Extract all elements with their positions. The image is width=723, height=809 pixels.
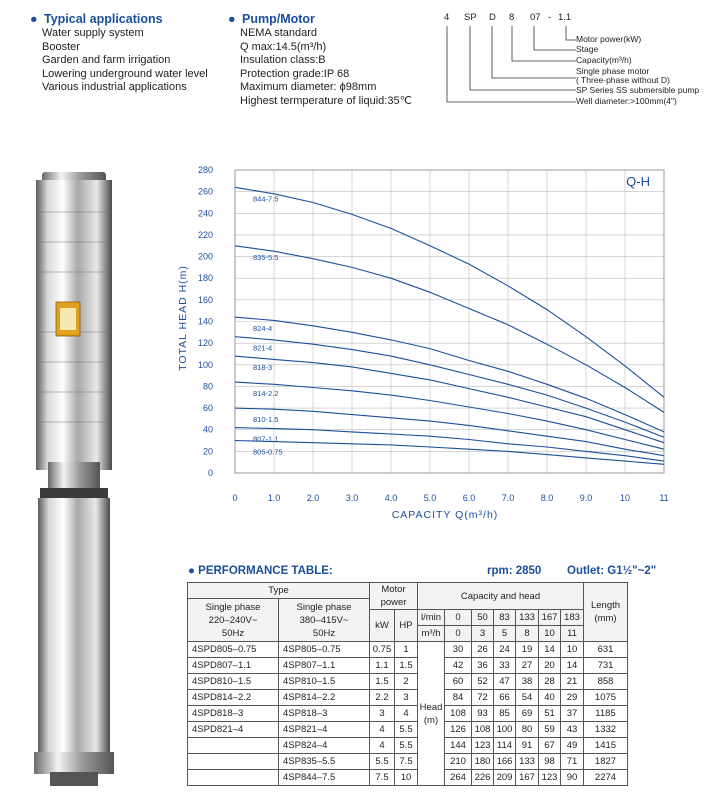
cell-head-value: 20 bbox=[539, 658, 561, 674]
y-axis-label: TOTAL HEAD H(m) bbox=[177, 265, 189, 371]
model-code-leader-lines bbox=[430, 6, 580, 116]
header-motor-power bbox=[370, 583, 418, 610]
curve-label: 844-7.5 bbox=[253, 194, 279, 204]
header-m3h-value: 0 bbox=[445, 626, 472, 642]
cell-head-value: 33 bbox=[494, 658, 516, 674]
curve-835-5.5 bbox=[235, 246, 664, 413]
code-segment-series: SP bbox=[464, 12, 477, 23]
cell-hp: 1.5 bbox=[395, 658, 418, 674]
table-row bbox=[188, 754, 628, 770]
x-tick-labels bbox=[232, 493, 668, 503]
curve-label: 810-1.5 bbox=[253, 415, 279, 425]
cell-three-model: 4SP835–5.5 bbox=[279, 754, 370, 770]
cell-single-model: 4SPD807–1.1 bbox=[188, 658, 279, 674]
x-tick-label: 1.0 bbox=[267, 493, 281, 503]
list-item: Garden and farm irrigation bbox=[42, 54, 171, 67]
table-row bbox=[188, 674, 628, 690]
table-row bbox=[188, 642, 628, 658]
header-three-line2: 380–415V~ bbox=[299, 614, 349, 626]
curve-label: 814-2.2 bbox=[253, 389, 279, 399]
cell-length: 2274 bbox=[584, 770, 628, 786]
header-m3h-value: 3 bbox=[472, 626, 494, 642]
list-item: Booster bbox=[42, 40, 80, 53]
cell-head-value: 100 bbox=[494, 722, 516, 738]
cell-length: 1332 bbox=[584, 722, 628, 738]
cell-head-value: 28 bbox=[539, 674, 561, 690]
y-tick-label: 200 bbox=[197, 251, 213, 262]
cell-length: 1075 bbox=[584, 690, 628, 706]
y-tick-label: 260 bbox=[197, 186, 213, 197]
cell-head-value: 14 bbox=[539, 642, 561, 658]
cell-hp: 4 bbox=[395, 706, 418, 722]
cell-head-value: 167 bbox=[516, 770, 539, 786]
cell-single-model: 4SPD821–4 bbox=[188, 722, 279, 738]
cell-head-value: 126 bbox=[445, 722, 472, 738]
cell-head-value: 80 bbox=[516, 722, 539, 738]
x-tick-label: 4.0 bbox=[384, 493, 398, 503]
cell-kw: 4 bbox=[370, 722, 395, 738]
table-row bbox=[188, 706, 628, 722]
cell-head-value: 51 bbox=[539, 706, 561, 722]
cell-kw: 3 bbox=[370, 706, 395, 722]
y-tick-label: 80 bbox=[202, 381, 213, 392]
cell-length: 1185 bbox=[584, 706, 628, 722]
cell-head-value: 90 bbox=[561, 770, 584, 786]
pump-motor-list bbox=[228, 27, 412, 109]
caption-sp-series: SP Series SS submersible pump bbox=[576, 85, 700, 95]
qh-chart bbox=[0, 158, 723, 530]
cell-head-value: 114 bbox=[494, 738, 516, 754]
table-row bbox=[188, 738, 628, 754]
header-length bbox=[584, 583, 628, 642]
header-motor-line2: power bbox=[380, 597, 407, 608]
cell-head-value: 52 bbox=[472, 674, 494, 690]
cell-head-value: 210 bbox=[445, 754, 472, 770]
head-label-line2: (m) bbox=[423, 714, 439, 726]
code-segment-phase: D bbox=[489, 12, 496, 23]
cell-three-model: 4SP818–3 bbox=[279, 706, 370, 722]
header-single-line2: 220–240V~ bbox=[208, 614, 258, 626]
cell-head-value: 264 bbox=[445, 770, 472, 786]
cell-three-model: 4SP807–1.1 bbox=[279, 658, 370, 674]
cell-head-value: 226 bbox=[472, 770, 494, 786]
cell-single-model: 4SPD818–3 bbox=[188, 706, 279, 722]
cell-head-value: 14 bbox=[561, 658, 584, 674]
code-segment-capacity: 8 bbox=[509, 12, 515, 23]
curve-label: 805-0.75 bbox=[253, 447, 283, 457]
cell-three-model: 4SP814–2.2 bbox=[279, 690, 370, 706]
cell-head-value: 37 bbox=[561, 706, 584, 722]
cell-head-value: 166 bbox=[494, 754, 516, 770]
cell-hp: 7.5 bbox=[395, 754, 418, 770]
header-m3h: m³/h bbox=[418, 626, 445, 642]
cell-length: 731 bbox=[584, 658, 628, 674]
cell-head-value: 21 bbox=[561, 674, 584, 690]
cell-single-model bbox=[188, 738, 279, 754]
list-item: Insulation class:B bbox=[240, 54, 326, 67]
cell-head-value: 60 bbox=[445, 674, 472, 690]
cell-three-model: 4SP810–1.5 bbox=[279, 674, 370, 690]
cell-hp: 3 bbox=[395, 690, 418, 706]
cell-single-model bbox=[188, 754, 279, 770]
cell-three-model: 4SP844–7.5 bbox=[279, 770, 370, 786]
cell-hp: 1 bbox=[395, 642, 418, 658]
curve-label: 821-4 bbox=[253, 343, 273, 353]
x-tick-label: 5.0 bbox=[423, 493, 437, 503]
table-header-row bbox=[188, 583, 628, 599]
cell-hp: 10 bbox=[395, 770, 418, 786]
y-tick-label: 0 bbox=[207, 468, 213, 478]
cell-three-model: 4SP805–0.75 bbox=[279, 642, 370, 658]
x-tick-label: 7.0 bbox=[501, 493, 515, 503]
code-segment-size: 4 bbox=[444, 12, 450, 23]
cell-single-model: 4SPD810–1.5 bbox=[188, 674, 279, 690]
y-tick-label: 160 bbox=[197, 294, 213, 305]
list-item: Q max:14.5(m³/h) bbox=[240, 40, 327, 53]
cell-head-value: 71 bbox=[561, 754, 584, 770]
list-item: NEMA standard bbox=[240, 27, 318, 39]
cell-head-value: 42 bbox=[445, 658, 472, 674]
cell-head-value: 91 bbox=[516, 738, 539, 754]
performance-table-title: ● PERFORMANCE TABLE: bbox=[188, 565, 333, 577]
x-tick-label: 11 bbox=[659, 493, 669, 503]
cell-three-model: 4SP821–4 bbox=[279, 722, 370, 738]
header-length-line1: Length bbox=[590, 600, 621, 611]
model-code-diagram bbox=[430, 6, 720, 116]
head-label-cell bbox=[418, 642, 445, 786]
cell-head-value: 43 bbox=[561, 722, 584, 738]
cell-head-value: 40 bbox=[539, 690, 561, 706]
cell-head-value: 49 bbox=[561, 738, 584, 754]
cell-head-value: 26 bbox=[472, 642, 494, 658]
table-row bbox=[188, 722, 628, 738]
list-item: Maximum diameter: ϕ98mm bbox=[240, 81, 377, 94]
cell-kw: 7.5 bbox=[370, 770, 395, 786]
cell-head-value: 84 bbox=[445, 690, 472, 706]
cell-hp: 2 bbox=[395, 674, 418, 690]
cell-kw: 4 bbox=[370, 738, 395, 754]
chart-curves bbox=[235, 187, 664, 464]
header-m3h-value: 5 bbox=[494, 626, 516, 642]
cell-head-value: 36 bbox=[472, 658, 494, 674]
table-row bbox=[188, 690, 628, 706]
x-tick-label: 8.0 bbox=[540, 493, 554, 503]
y-tick-label: 140 bbox=[197, 316, 213, 327]
cell-length: 858 bbox=[584, 674, 628, 690]
caption-three-phase: ( Three-phase without D) bbox=[576, 75, 670, 85]
cell-hp: 5.5 bbox=[395, 722, 418, 738]
y-tick-label: 280 bbox=[197, 165, 213, 175]
header-three-line1: Single phase bbox=[296, 601, 352, 613]
cell-head-value: 123 bbox=[539, 770, 561, 786]
header-lmin-value: 50 bbox=[472, 610, 494, 626]
cell-three-model: 4SP824–4 bbox=[279, 738, 370, 754]
header-single-line1: Single phase bbox=[205, 601, 261, 613]
curve-label: 807-1.1 bbox=[253, 434, 279, 444]
cell-head-value: 19 bbox=[516, 642, 539, 658]
curve-821-4 bbox=[235, 337, 664, 438]
list-item: Protection grade:IP 68 bbox=[240, 67, 350, 80]
code-segment-stage: 07 bbox=[530, 12, 541, 23]
header-type: Type bbox=[188, 583, 370, 599]
cell-head-value: 66 bbox=[494, 690, 516, 706]
header-motor-line1: Motor bbox=[381, 584, 406, 595]
outlet-label: Outlet: G1½"~2" bbox=[567, 565, 657, 577]
header-m3h-value: 8 bbox=[516, 626, 539, 642]
cell-kw: 1.1 bbox=[370, 658, 395, 674]
cell-single-model: 4SPD805–0.75 bbox=[188, 642, 279, 658]
rpm-label: rpm: 2850 bbox=[487, 565, 542, 577]
cell-head-value: 27 bbox=[516, 658, 539, 674]
curve-label: 835-5.5 bbox=[253, 252, 279, 262]
cell-length: 631 bbox=[584, 642, 628, 658]
cell-head-value: 108 bbox=[472, 722, 494, 738]
x-tick-label: 2.0 bbox=[306, 493, 320, 503]
header-three-phase bbox=[279, 599, 370, 642]
y-tick-label: 100 bbox=[197, 359, 213, 370]
cell-head-value: 72 bbox=[472, 690, 494, 706]
y-tick-label: 240 bbox=[197, 208, 213, 219]
x-tick-label: 6.0 bbox=[462, 493, 476, 503]
cell-head-value: 98 bbox=[539, 754, 561, 770]
y-tick-label: 60 bbox=[202, 403, 213, 414]
cell-kw: 1.5 bbox=[370, 674, 395, 690]
cell-head-value: 54 bbox=[516, 690, 539, 706]
caption-motor-power: Motor power(kW) bbox=[576, 34, 642, 44]
header-single-phase bbox=[188, 599, 279, 642]
cell-kw: 2.2 bbox=[370, 690, 395, 706]
chart-grid bbox=[235, 170, 664, 473]
cell-head-value: 10 bbox=[561, 642, 584, 658]
x-tick-label: 0 bbox=[232, 493, 238, 503]
header-single-line3: 50Hz bbox=[221, 627, 245, 639]
typical-applications-list bbox=[30, 27, 208, 95]
y-tick-labels bbox=[198, 165, 213, 478]
cell-hp: 5.5 bbox=[395, 738, 418, 754]
cell-length: 1827 bbox=[584, 754, 628, 770]
cell-head-value: 123 bbox=[472, 738, 494, 754]
cell-head-value: 38 bbox=[516, 674, 539, 690]
header-m3h-value: 10 bbox=[539, 626, 561, 642]
cell-single-model: 4SPD814–2.2 bbox=[188, 690, 279, 706]
pump-motor-title: ● Pump/Motor bbox=[228, 12, 315, 26]
table-row bbox=[188, 658, 628, 674]
cell-head-value: 47 bbox=[494, 674, 516, 690]
header-m3h-value: 11 bbox=[561, 626, 584, 642]
header-lmin-value: 133 bbox=[516, 610, 539, 626]
cell-kw: 0.75 bbox=[370, 642, 395, 658]
header-lmin: l/min bbox=[418, 610, 445, 626]
cell-head-value: 69 bbox=[516, 706, 539, 722]
code-segment-dash: - bbox=[548, 12, 552, 23]
list-item: Highest termperature of liquid:35℃ bbox=[240, 94, 412, 107]
y-tick-label: 120 bbox=[197, 338, 213, 349]
header-lmin-value: 0 bbox=[445, 610, 472, 626]
y-tick-label: 220 bbox=[197, 229, 213, 240]
x-tick-label: 10 bbox=[619, 493, 631, 503]
cell-length: 1415 bbox=[584, 738, 628, 754]
caption-well-diameter: Well diameter:>100mm(4") bbox=[576, 96, 677, 106]
caption-capacity: Capacity(m³/h) bbox=[576, 55, 632, 65]
cell-single-model bbox=[188, 770, 279, 786]
curve-824-4 bbox=[235, 317, 664, 432]
y-tick-label: 40 bbox=[202, 424, 213, 435]
cell-head-value: 209 bbox=[494, 770, 516, 786]
cell-kw: 5.5 bbox=[370, 754, 395, 770]
cell-head-value: 85 bbox=[494, 706, 516, 722]
curve-label: 818-3 bbox=[253, 363, 273, 373]
header-lmin-value: 167 bbox=[539, 610, 561, 626]
performance-table bbox=[187, 582, 628, 786]
curve-814-2.2 bbox=[235, 382, 664, 449]
cell-head-value: 30 bbox=[445, 642, 472, 658]
cell-head-value: 29 bbox=[561, 690, 584, 706]
caption-single-phase: Single phase motor bbox=[576, 66, 650, 76]
cell-head-value: 108 bbox=[445, 706, 472, 722]
pump-motor-section bbox=[228, 12, 412, 109]
cell-head-value: 59 bbox=[539, 722, 561, 738]
list-item: Various industrial applications bbox=[42, 81, 187, 94]
header-lmin-value: 83 bbox=[494, 610, 516, 626]
y-tick-label: 180 bbox=[197, 273, 213, 284]
code-segment-power: 1.1 bbox=[558, 12, 572, 23]
x-tick-label: 3.0 bbox=[345, 493, 359, 503]
caption-stage: Stage bbox=[576, 44, 599, 54]
cell-head-value: 93 bbox=[472, 706, 494, 722]
x-axis-label: CAPACITY Q(m³/h) bbox=[391, 509, 499, 521]
curve-labels bbox=[253, 194, 283, 456]
cell-head-value: 133 bbox=[516, 754, 539, 770]
chart-title: Q-H bbox=[626, 174, 650, 189]
header-capacity-head: Capacity and head bbox=[418, 583, 584, 610]
y-tick-label: 20 bbox=[202, 446, 213, 457]
typical-applications-section bbox=[30, 12, 208, 95]
cell-head-value: 24 bbox=[494, 642, 516, 658]
header-lmin-value: 183 bbox=[561, 610, 584, 626]
header-length-line2: (mm) bbox=[594, 613, 617, 624]
typical-applications-title: ● Typical applications bbox=[30, 12, 163, 26]
header-three-line3: 50Hz bbox=[312, 627, 336, 639]
curve-label: 824-4 bbox=[253, 324, 273, 334]
cell-head-value: 180 bbox=[472, 754, 494, 770]
list-item: Lowering underground water level bbox=[42, 67, 208, 80]
head-label-line1: Head bbox=[419, 701, 443, 713]
header-hp: HP bbox=[395, 610, 418, 642]
table-row bbox=[188, 770, 628, 786]
cell-head-value: 67 bbox=[539, 738, 561, 754]
list-item: Water supply system bbox=[42, 27, 144, 39]
header-kw: kW bbox=[370, 610, 395, 642]
curve-844-7.5 bbox=[235, 187, 664, 397]
cell-head-value: 144 bbox=[445, 738, 472, 754]
x-tick-label: 9.0 bbox=[579, 493, 593, 503]
